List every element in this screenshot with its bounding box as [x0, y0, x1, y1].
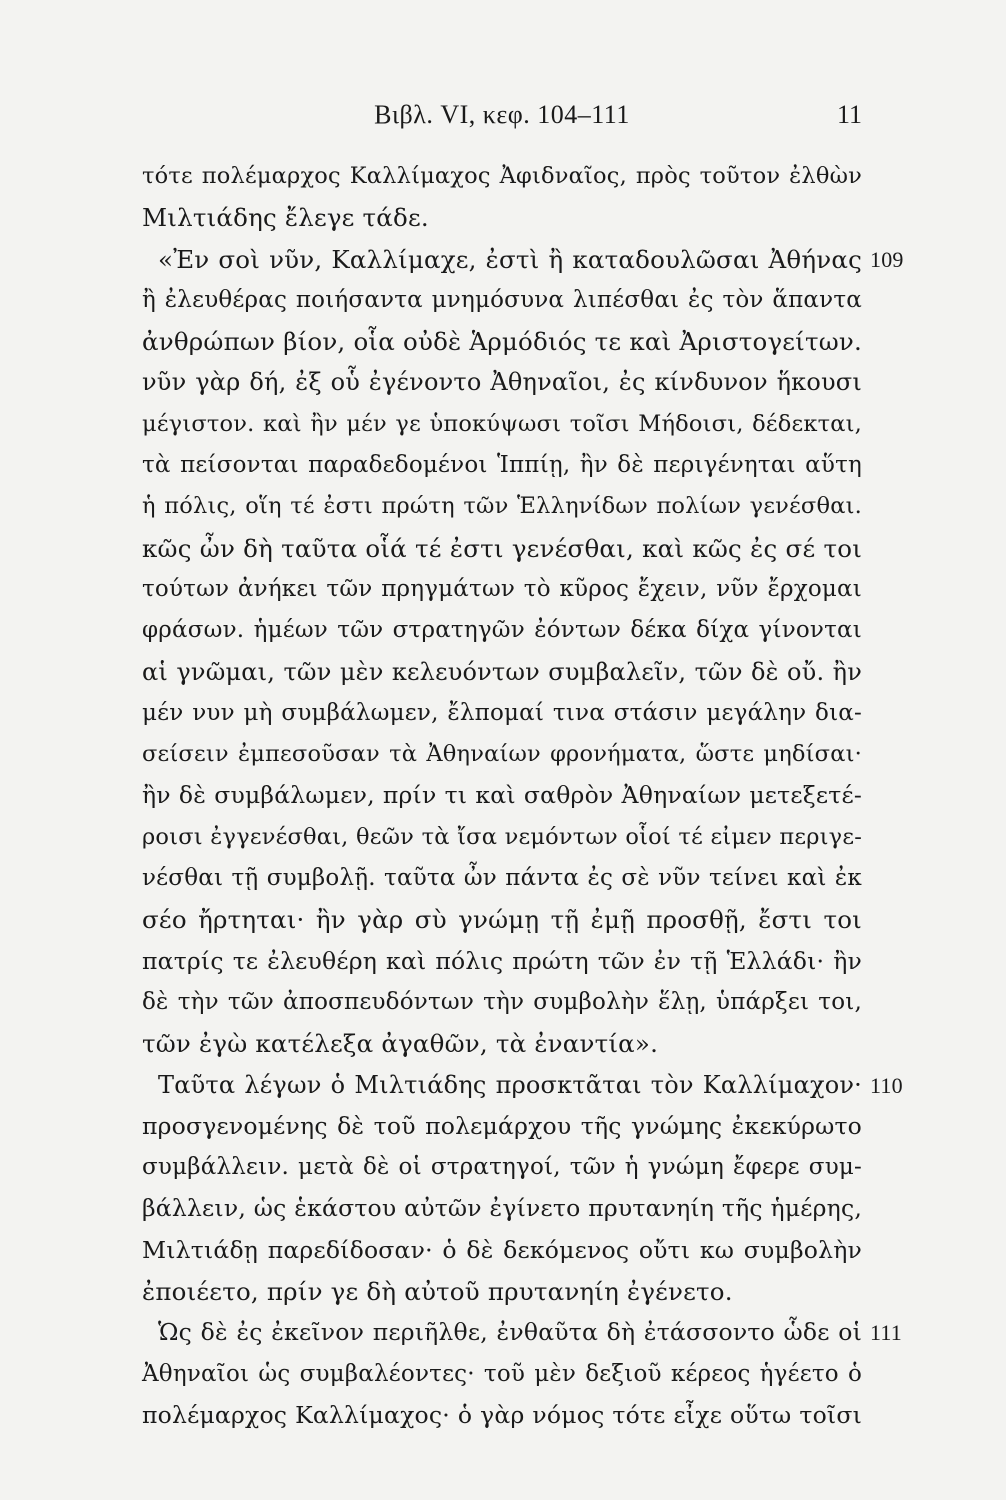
text-line: νῦν γὰρ δή, ἐξ οὗ ἐγένοντο Ἀθηναῖοι, ἐς κίνδυνον ἥκουσι [142, 368, 862, 397]
text-line: κῶς ὦν δὴ ταῦτα οἷά τέ ἐστι γενέσθαι, καὶ κῶς ἐς σέ τοι [142, 533, 862, 563]
text-line: τὰ πείσονται παραδεδομένοι Ἱππίῃ, ἢν δὲ περιγένηται αὕτη [142, 452, 862, 479]
text-line: ροισι ἐγγενέσθαι, θεῶν τὰ ἴσα νεμόντων οἷοί τέ εἰμεν περιγε- [142, 823, 862, 850]
running-head: Βιβλ. VI, κεφ. 104–111 [374, 100, 630, 129]
text-line: τότε πολέμαρχος Καλλίμαχος Ἀφιδναῖος, πρὸς τοῦτον ἐλθὼν [142, 163, 862, 189]
text-line: Ὡς δὲ ἐς ἐκεῖνον περιῆλθε, ἐνθαῦτα δὴ ἐτάσσοντο ὧδε οἱ 111 [142, 1312, 862, 1353]
text-line: ἀνθρώπων βίον, οἷα οὐδὲ Ἁρμόδιός τε καὶ Ἀριστογείτων. [142, 327, 862, 357]
text-line: πατρίς τε ἐλευθέρη καὶ πόλις πρώτη τῶν ἐν τῇ Ἑλλάδι· ἢν [142, 946, 862, 975]
text-line: Μιλτιάδης ἔλεγε τάδε. [142, 203, 429, 233]
text-line: τούτων ἀνήκει τῶν πρηγμάτων τὸ κῦρος ἔχειν, νῦν ἔρχομαι [142, 575, 862, 602]
text-line: ἢ ἐλευθέρας ποιήσαντα μνημόσυνα λιπέσθαι ἐς τὸν ἅπαντα [142, 286, 862, 313]
text-line: νέσθαι τῇ συμβολῇ. ταῦτα ὦν πάντα ἐς σὲ νῦν τείνει καὶ ἐκ [142, 865, 862, 892]
section-number: 110 [870, 1072, 903, 1098]
text-line: ἐποιέετο, πρίν γε δὴ αὐτοῦ πρυτανηίη ἐγένετο. [142, 1277, 733, 1307]
page-number: 11 [836, 100, 862, 129]
text-line: τῶν ἐγὼ κατέλεξα ἀγαθῶν, τὰ ἐναντία». [142, 1029, 659, 1059]
text-line: ἢν δὲ συμβάλωμεν, πρίν τι καὶ σαθρὸν Ἀθηναίων μετεξετέ- [142, 781, 862, 810]
text-body [142, 156, 904, 1436]
text-line: σείσειν ἐμπεσοῦσαν τὰ Ἀθηναίων φρονήματα, ὥστε μηδίσαι· [142, 741, 862, 768]
text-line: Μιλτιάδῃ παρεδίδοσαν· ὁ δὲ δεκόμενος οὔτι κω συμβολὴν [142, 1235, 862, 1264]
text-line: αἱ γνῶμαι, τῶν μὲν κελευόντων συμβαλεῖν, τῶν δὲ οὔ. ἢν [142, 657, 862, 686]
text-line: φράσων. ἡμέων τῶν στρατηγῶν ἐόντων δέκα δίχα γίνονται [142, 617, 862, 644]
text-line: δὲ τὴν τῶν ἀποσπευδόντων τὴν συμβολὴν ἕλῃ, ὑπάρξει τοι, [142, 988, 862, 1015]
text-line: συμβάλλειν. μετὰ δὲ οἱ στρατηγοί, τῶν ἡ γνώμη ἔφερε συμ- [142, 1154, 862, 1181]
text-line: βάλλειν, ὡς ἑκάστου αὐτῶν ἐγίνετο πρυτανηίη τῆς ἡμέρης, [142, 1194, 862, 1223]
text-line: μέγιστον. καὶ ἢν μέν γε ὑποκύψωσι τοῖσι Μήδοισι, δέδεκται, [142, 410, 862, 437]
text-line: Ταῦτα λέγων ὁ Μιλτιάδης προσκτᾶται τὸν Καλλίμαχον· 110 [142, 1065, 862, 1106]
text-line: «Ἐν σοὶ νῦν, Καλλίμαχε, ἐστὶ ἢ καταδουλῶσαι Ἀθήνας 109 [142, 239, 862, 280]
text-line: προσγενομένης δὲ τοῦ πολεμάρχου τῆς γνώμης ἐκεκύρωτο [142, 1111, 862, 1140]
section-number: 109 [870, 246, 904, 272]
text-line: μέν νυν μὴ συμβάλωμεν, ἔλπομαί τινα στάσιν μεγάλην δια- [142, 699, 862, 726]
text-line: πολέμαρχος Καλλίμαχος· ὁ γὰρ νόμος τότε εἶχε οὕτω τοῖσι [142, 1400, 862, 1429]
page-header [142, 100, 862, 140]
text-line: σέο ἤρτηται· ἢν γὰρ σὺ γνώμῃ τῇ ἐμῇ προσθῇ, ἔστι τοι [142, 905, 862, 935]
section-number: 111 [870, 1320, 902, 1346]
text-line: Ἀθηναῖοι ὡς συμβαλέοντες· τοῦ μὲν δεξιοῦ κέρεος ἡγέετο ὁ [142, 1360, 862, 1387]
text-line: ἡ πόλις, οἵη τέ ἐστι πρώτη τῶν Ἑλληνίδων πολίων γενέσθαι. [142, 493, 862, 520]
